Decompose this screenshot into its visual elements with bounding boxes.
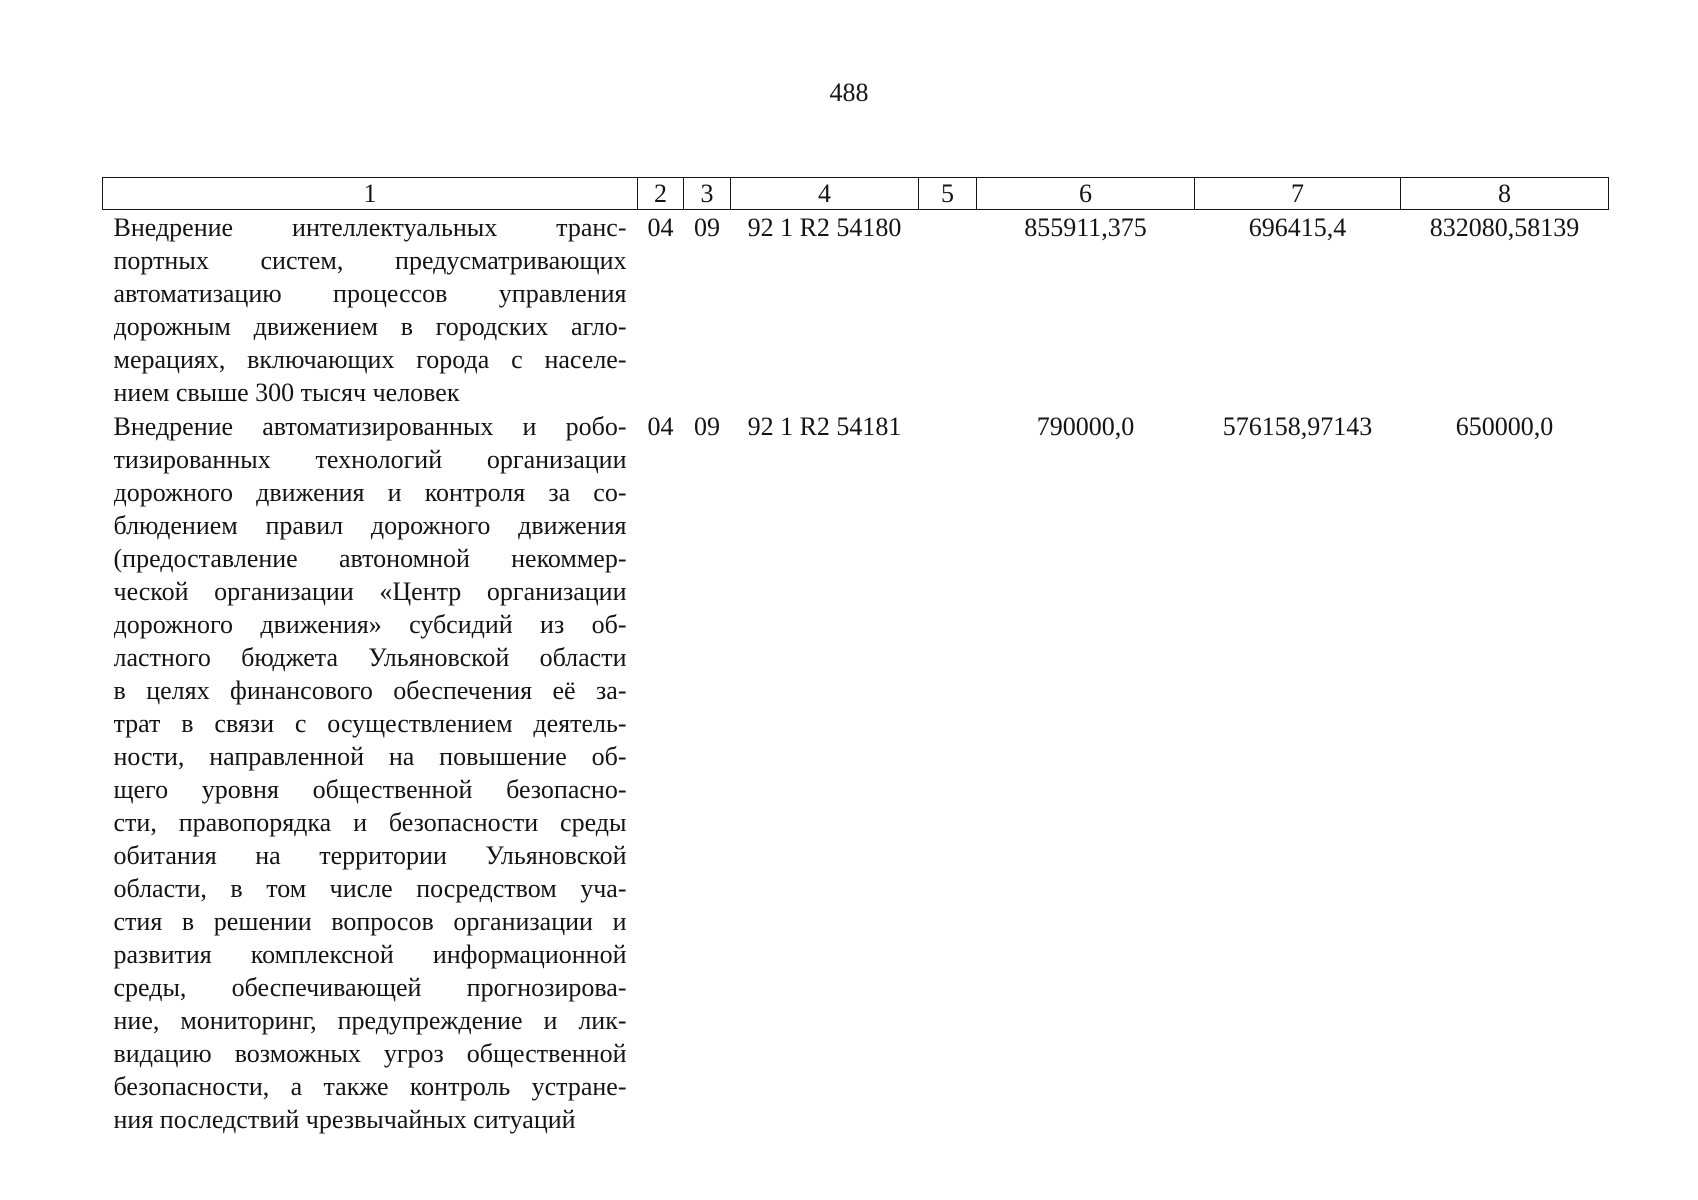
description-line: области, в том числе посредством уча- bbox=[113, 874, 627, 903]
description-line: стия в решении вопросов организации и bbox=[113, 907, 627, 936]
description-line: Внедрение интеллектуальных транс- bbox=[113, 213, 627, 242]
cell-col8-amount: 650000,0 bbox=[1455, 412, 1554, 441]
cell-col4-code: 92 1 R2 54181 bbox=[747, 412, 902, 441]
cell-col4-code: 92 1 R2 54180 bbox=[747, 213, 902, 242]
header-cell-4: 4 bbox=[731, 178, 919, 210]
cell-col3: 09 bbox=[694, 412, 720, 441]
page-number: 488 bbox=[829, 78, 869, 107]
header-cell-5: 5 bbox=[919, 178, 977, 210]
cell-col6-amount: 790000,0 bbox=[1036, 412, 1135, 441]
description-line: ние, мониторинг, предупреждение и лик- bbox=[113, 1006, 627, 1035]
description-line: щего уровня общественной безопасно- bbox=[113, 775, 627, 804]
table-row bbox=[103, 409, 1609, 1136]
description-line: безопасности, а также контроль устране- bbox=[113, 1072, 627, 1101]
description-line: в целях финансового обеспечения её за- bbox=[113, 676, 627, 705]
budget-table bbox=[102, 177, 1609, 1136]
description-line: дорожного движения и контроля за со- bbox=[113, 478, 627, 507]
description-line: дорожным движением в городских агло- bbox=[113, 312, 627, 341]
table-header bbox=[103, 178, 1609, 210]
description-line: трат в связи с осуществлением деятель- bbox=[113, 709, 627, 738]
cell-col2: 04 bbox=[647, 412, 674, 441]
description-line: ности, направленной на повышение об- bbox=[113, 742, 627, 771]
cell-col2: 04 bbox=[647, 213, 674, 242]
description-line: развития комплексной информационной bbox=[113, 940, 627, 969]
header-cell-3: 3 bbox=[684, 178, 731, 210]
description-line: ластного бюджета Ульяновской области bbox=[113, 643, 627, 672]
header-cell-8: 8 bbox=[1401, 178, 1609, 210]
row-description bbox=[103, 409, 638, 1136]
description-line: тизированных технологий организации bbox=[113, 445, 627, 474]
description-line: (предоставление автономной некоммер- bbox=[113, 544, 627, 573]
description-line: сти, правопорядка и безопасности среды bbox=[113, 808, 627, 837]
description-line: нием свыше 300 тысяч человек bbox=[113, 378, 460, 407]
header-cell-7: 7 bbox=[1195, 178, 1401, 210]
table-body bbox=[103, 210, 1609, 1137]
cell-col5 bbox=[919, 409, 977, 1136]
row-description bbox=[103, 210, 638, 410]
cell-col6-amount: 855911,375 bbox=[1024, 213, 1147, 242]
cell-col7-amount: 576158,97143 bbox=[1222, 412, 1373, 441]
cell-col3: 09 bbox=[694, 213, 720, 242]
header-cell-1: 1 bbox=[103, 178, 638, 210]
cell-col7-amount: 696415,4 bbox=[1248, 213, 1347, 242]
description-line: среды, обеспечивающей прогнозирова- bbox=[113, 973, 627, 1002]
description-line: ния последствий чрезвычайных ситуаций bbox=[113, 1105, 576, 1134]
description-line: дорожного движения» субсидий из об- bbox=[113, 610, 627, 639]
description-line: мерациях, включающих города с населе- bbox=[113, 345, 627, 374]
header-row bbox=[103, 178, 1609, 210]
table-row bbox=[103, 210, 1609, 410]
description-line: обитания на территории Ульяновской bbox=[113, 841, 627, 870]
description-line: блюдением правил дорожного движения bbox=[113, 511, 627, 540]
description-line: автоматизацию процессов управления bbox=[113, 279, 627, 308]
cell-col5 bbox=[919, 210, 977, 410]
description-line: ческой организации «Центр организации bbox=[113, 577, 627, 606]
description-line: видацию возможных угроз общественной bbox=[113, 1039, 627, 1068]
cell-col8-amount: 832080,58139 bbox=[1429, 213, 1580, 242]
description-line: портных систем, предусматривающих bbox=[113, 246, 627, 275]
header-cell-6: 6 bbox=[977, 178, 1195, 210]
header-cell-2: 2 bbox=[638, 178, 684, 210]
description-line: Внедрение автоматизированных и робо- bbox=[113, 412, 627, 441]
